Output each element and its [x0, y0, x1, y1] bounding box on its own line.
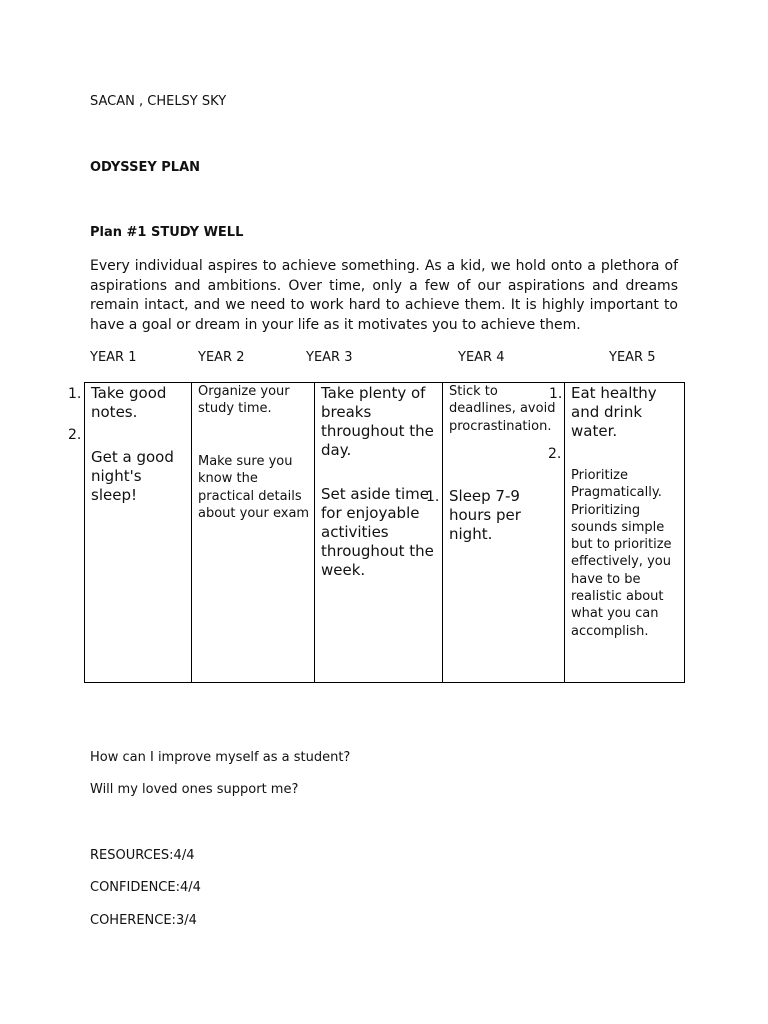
year-header-3: YEAR 3: [306, 350, 353, 365]
question-1: How can I improve myself as a student?: [90, 750, 351, 765]
year3-item-2: Set aside time for enjoyable activities throughout the week.: [321, 485, 434, 579]
author-name: SACAN , CHELSY SKY: [90, 94, 227, 109]
plan-table: [84, 382, 685, 683]
intro-paragraph: Every individual aspires to achieve something. As a kid, we hold onto a plethora of aspirations and ambitions. Over time, only a few of our aspirations and dreams remain intact, and we need to work hard to achieve them. It is highly important to have a goal or dream in your life as it motivates you to achieve them.: [90, 258, 678, 333]
column-divider: [442, 383, 443, 682]
year-header-1: YEAR 1: [90, 350, 137, 365]
year5-item-1: Eat healthy and drink water.: [571, 384, 657, 440]
list-number: 1.: [426, 489, 440, 505]
score-resources: RESOURCES:4/4: [90, 848, 195, 863]
question-2: Will my loved ones support me?: [90, 782, 299, 797]
column-divider: [564, 383, 565, 682]
year1-item-2: Get a good night's sleep!: [91, 448, 174, 504]
year5-item-2: Prioritize Pragmatically. Prioritizing sounds simple but to prioritize effectively, you have to be realistic about what you can accomplish.: [571, 468, 672, 639]
year1-item-1: Take good notes.: [91, 384, 167, 421]
score-confidence: CONFIDENCE:4/4: [90, 880, 201, 895]
year2-item-1: Organize your study time.: [198, 384, 290, 417]
document-title: ODYSSEY PLAN: [90, 160, 201, 175]
year-header-4: YEAR 4: [458, 350, 505, 365]
list-number: 1.: [549, 386, 563, 402]
year3-item-1: Take plenty of breaks throughout the day.: [321, 384, 434, 459]
year-header-5: YEAR 5: [609, 350, 656, 365]
year4-item-1: Stick to deadlines, avoid procrastination.: [449, 384, 556, 434]
column-divider: [191, 383, 192, 682]
list-number: 1.: [68, 386, 82, 402]
year-header-2: YEAR 2: [198, 350, 245, 365]
plan-heading: Plan #1 STUDY WELL: [90, 225, 244, 240]
year4-item-2: Sleep 7-9 hours per night.: [449, 487, 521, 543]
list-number: 2.: [548, 446, 562, 462]
list-number: 2.: [68, 427, 82, 443]
score-coherence: COHERENCE:3/4: [90, 913, 197, 928]
year2-item-2: Make sure you know the practical details about your exam: [198, 454, 310, 521]
column-divider: [314, 383, 315, 682]
